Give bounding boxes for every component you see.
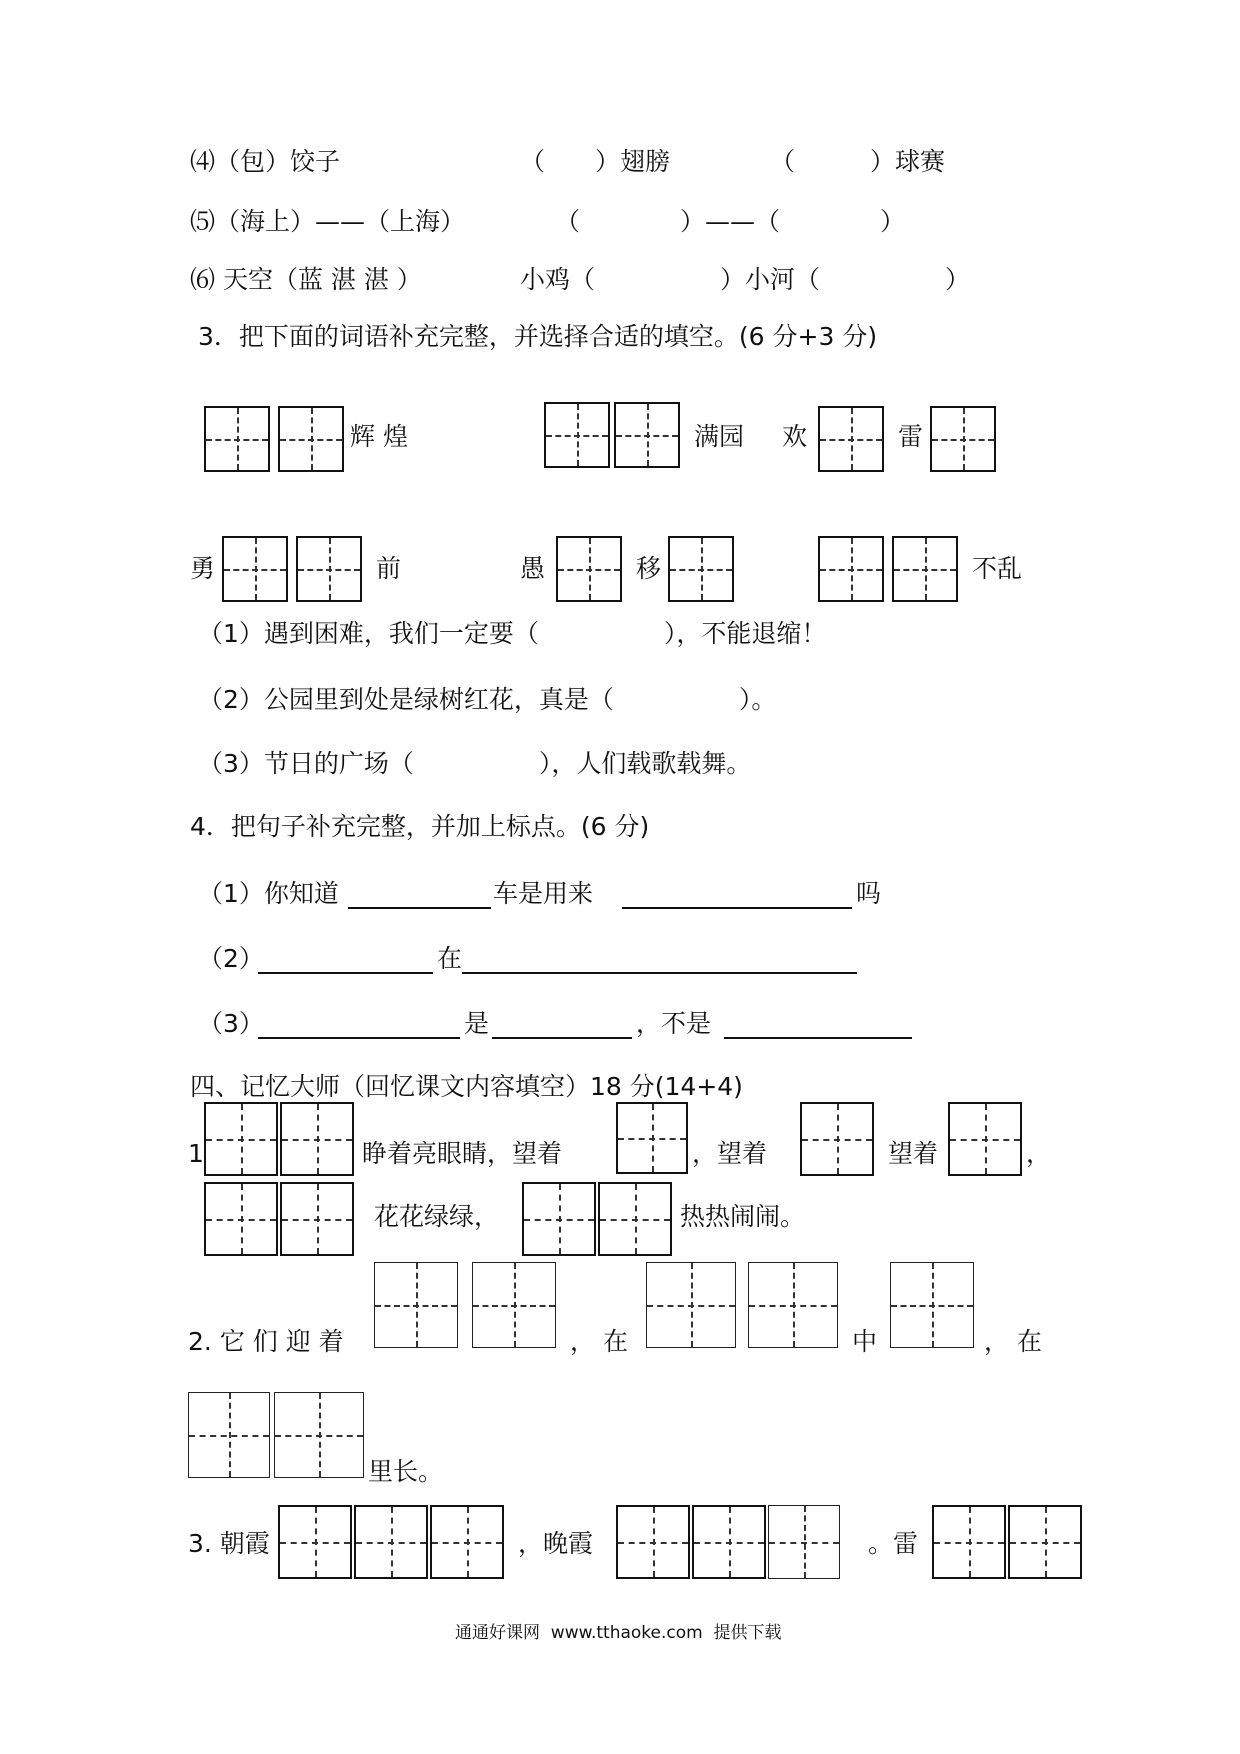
l2-c: 中 (852, 1327, 878, 1356)
row4-a: ⑷（包）饺子 (190, 147, 341, 176)
answer-box[interactable] (890, 1262, 974, 1348)
word-buluan: 不乱 (972, 554, 1023, 583)
l2-e: 里长。 (368, 1457, 444, 1486)
answer-box[interactable] (748, 1262, 838, 1348)
answer-box[interactable] (374, 1262, 458, 1348)
word-yi: 移 (636, 554, 662, 583)
section3-q2: （2）公园里到处是绿树红花，真是（ ）。 (198, 685, 777, 714)
section3-q1: （1）遇到困难，我们一定要（ ），不能退缩！ (198, 619, 827, 648)
section3-q3: （3）节日的广场（ ），人们载歌载舞。 (198, 749, 752, 778)
answer-box[interactable] (204, 1182, 278, 1256)
answer-box[interactable] (800, 1102, 874, 1176)
answer-box[interactable] (930, 406, 996, 472)
l1-e: 花花绿绿， (374, 1202, 500, 1231)
l1-num: 1 (188, 1139, 204, 1168)
row6-a: ⑹ 天空（蓝 湛 湛 ） (190, 265, 422, 294)
s1-a: （1）你知道 (198, 879, 339, 908)
answer-box[interactable] (614, 402, 680, 468)
s1-b: 车是用来 (493, 879, 594, 908)
answer-box[interactable] (948, 1102, 1022, 1176)
answer-box[interactable] (204, 1102, 278, 1176)
answer-box[interactable] (598, 1182, 672, 1256)
l2-b: ， 在 (570, 1327, 628, 1356)
answer-box[interactable] (616, 1505, 690, 1579)
word-huihuang: 辉 煌 (350, 422, 408, 451)
answer-box[interactable] (354, 1505, 428, 1579)
l1-b: ，望着 (692, 1139, 768, 1168)
answer-box[interactable] (472, 1262, 556, 1348)
row6-b: 小鸡（ ）小河（ ） (520, 265, 971, 294)
answer-box[interactable] (188, 1392, 270, 1478)
l1-d: ， (1026, 1139, 1052, 1168)
s1-c: 吗 (856, 879, 882, 908)
section3-title: 3．把下面的词语补充完整，并选择合适的填空。(6 分+3 分) (198, 322, 878, 351)
word-huan: 欢 (782, 422, 808, 451)
blank-line[interactable] (348, 907, 491, 909)
s3-c: ，不是 (636, 1009, 712, 1038)
answer-box[interactable] (556, 536, 622, 602)
section4-title: 4．把句子补充完整，并加上标点。(6 分) (190, 812, 650, 841)
s2-a: （2） (198, 944, 264, 973)
blank-line[interactable] (622, 907, 852, 909)
answer-box[interactable] (932, 1505, 1006, 1579)
answer-box[interactable] (544, 402, 610, 468)
answer-box[interactable] (274, 1392, 364, 1478)
l3-b: ，晚霞 (518, 1529, 594, 1558)
answer-box[interactable] (296, 536, 362, 602)
page-footer: 通通好课网 www.tthaoke.com 提供下载 (455, 1623, 782, 1643)
part4-title: 四、记忆大师（回忆课文内容填空）18 分(14+4) (190, 1072, 743, 1101)
blank-line[interactable] (724, 1037, 912, 1039)
word-yong: 勇 (190, 554, 216, 583)
answer-box[interactable] (222, 536, 288, 602)
row4-b: （ ）翅膀 (520, 147, 671, 176)
answer-box[interactable] (204, 406, 270, 472)
blank-line[interactable] (258, 1037, 460, 1039)
answer-box[interactable] (768, 1505, 840, 1579)
answer-box[interactable] (818, 406, 884, 472)
answer-box[interactable] (278, 406, 344, 472)
word-manyuan: 满园 (694, 422, 745, 451)
s2-b: 在 (437, 944, 463, 973)
row5-a: ⑸（海上）——（上海） (190, 207, 466, 236)
answer-box[interactable] (616, 1102, 688, 1174)
word-yu: 愚 (520, 554, 546, 583)
l2-a: 2. 它 们 迎 着 (188, 1327, 344, 1356)
word-lei: 雷 (898, 422, 924, 451)
l2-d: ， 在 (984, 1327, 1042, 1356)
answer-box[interactable] (280, 1102, 354, 1176)
answer-box[interactable] (1008, 1505, 1082, 1579)
blank-line[interactable] (258, 972, 433, 974)
l1-a: 睁着亮眼睛，望着 (362, 1139, 563, 1168)
l3-c: 。雷 (868, 1529, 919, 1558)
blank-line[interactable] (462, 972, 857, 974)
blank-line[interactable] (492, 1037, 632, 1039)
l1-c: 望着 (888, 1139, 939, 1168)
answer-box[interactable] (430, 1505, 504, 1579)
answer-box[interactable] (646, 1262, 736, 1348)
answer-box[interactable] (818, 536, 884, 602)
answer-box[interactable] (692, 1505, 766, 1579)
s3-a: （3） (198, 1009, 264, 1038)
row5-b: （ ）——（ ） (555, 207, 906, 236)
answer-box[interactable] (522, 1182, 596, 1256)
row4-c: （ ）球赛 (770, 147, 946, 176)
answer-box[interactable] (280, 1182, 354, 1256)
l3-a: 3. 朝霞 (188, 1529, 270, 1558)
word-qian: 前 (376, 554, 402, 583)
answer-box[interactable] (892, 536, 958, 602)
answer-box[interactable] (278, 1505, 352, 1579)
s3-b: 是 (464, 1009, 490, 1038)
l1-f: 热热闹闹。 (680, 1202, 806, 1231)
answer-box[interactable] (668, 536, 734, 602)
